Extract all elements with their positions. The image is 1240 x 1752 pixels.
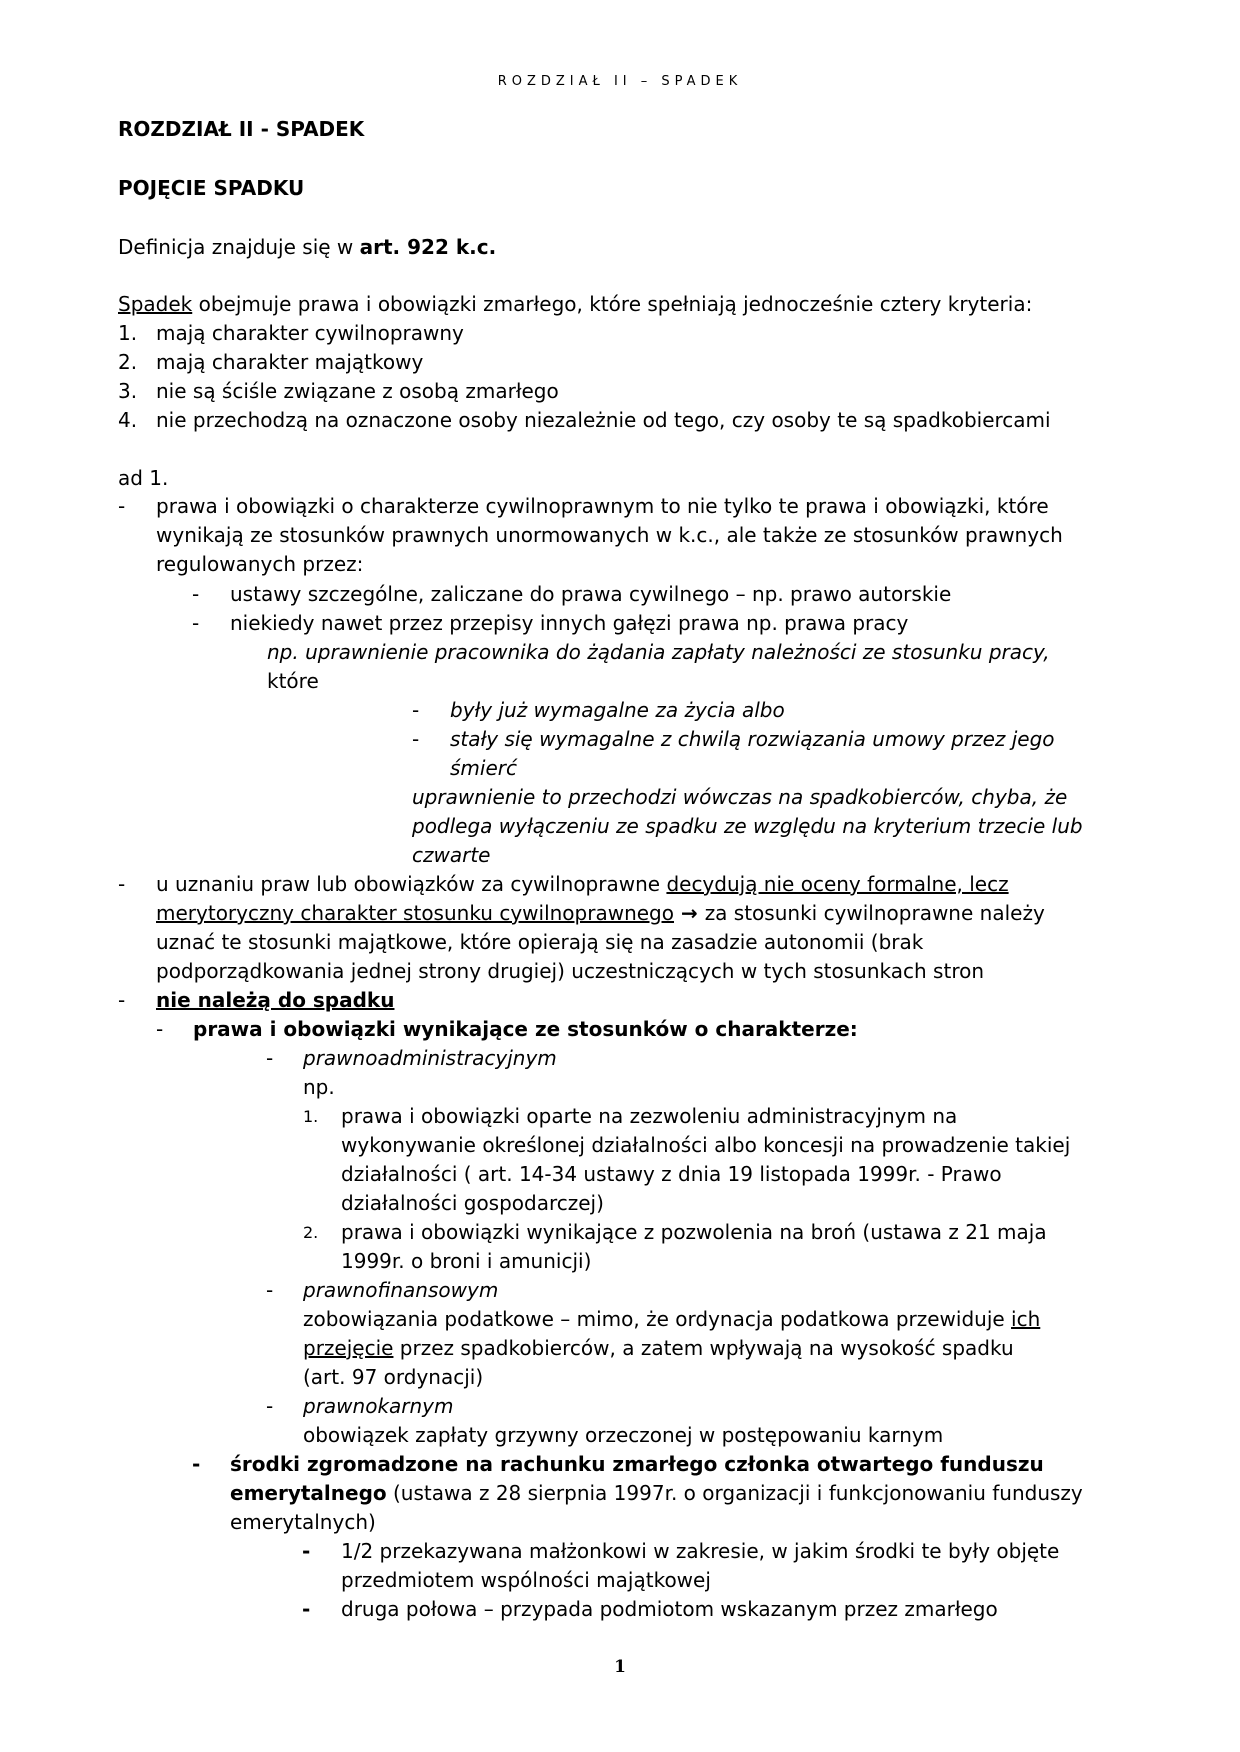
result-line: podlega wyłączeniu ze spadku ze względu na kryterium trzecie lub [412, 814, 1083, 838]
p1-subitem: ustawy szczególne, zaliczane do prawa cywilnego – np. prawo autorskie [230, 582, 952, 606]
dash-bullet: - [118, 872, 126, 896]
ofe-subitem: druga połowa – przypada podmiotom wskazanym przez zmarłego [341, 1597, 998, 1621]
p2-line: podporządkowania jednej strony drugiej) uczestniczących w tych stosunkach stron [156, 959, 985, 983]
excluded-subheading: prawa i obowiązki wynikające ze stosunków o charakterze: [193, 1017, 858, 1041]
fin-underlined: przejęcie [303, 1336, 394, 1360]
ofe-line: emerytalnych) [230, 1510, 376, 1534]
fin-line [303, 1334, 1014, 1363]
example-line: np. uprawnienie pracownika do żądania zapłaty należności ze stosunku pracy, [267, 640, 1050, 664]
dash-bullet: - [302, 1539, 311, 1563]
criteria-num: 4. [118, 408, 138, 432]
fin-line [303, 1305, 1040, 1334]
definition-line [118, 233, 496, 262]
fin-underlined: ich [1011, 1307, 1041, 1331]
chapter-title: ROZDZIAŁ II - SPADEK [118, 117, 365, 141]
intro-rest: obejmuje prawa i obowiązki zmarłego, które spełniają jednocześnie cztery kryteria: [192, 292, 1033, 316]
p2-text: u uznaniu praw lub obowiązków za cywilnoprawne [156, 872, 667, 896]
dash-bullet: - [192, 611, 200, 635]
np-label: np. [303, 1075, 335, 1099]
result-line: czwarte [412, 843, 491, 867]
ofe-subitem: 1/2 przekazywana małżonkowi w zakresie, w jakim środki te były objęte [341, 1539, 1060, 1563]
fin-text: zobowiązania podatkowe – mimo, że ordynacja podatkowa przewiduje [303, 1307, 1012, 1331]
dash-bullet: - [156, 1017, 164, 1041]
p1-line: regulowanych przez: [156, 552, 364, 576]
category-label: prawnoadministracyjnym [303, 1046, 557, 1070]
criteria-item: mają charakter majątkowy [156, 350, 424, 374]
dash-bullet: - [192, 582, 200, 606]
p2-line [156, 870, 1009, 899]
admin-item: prawa i obowiązki oparte na zezwoleniu administracyjnym na [341, 1104, 958, 1128]
term-spadek: Spadek [118, 292, 193, 316]
dash-bullet: - [412, 727, 420, 751]
p2-line [156, 899, 1045, 928]
p2-line: uznać te stosunki majątkowe, które opierają się na zasadzie autonomii (brak [156, 930, 924, 954]
karn-line: obowiązek zapłaty grzywny orzeczonej w postępowaniu karnym [303, 1423, 944, 1447]
p2-underlined: merytoryczny charakter stosunku cywilnoprawnego [156, 901, 674, 925]
admin-item: prawa i obowiązki wynikające z pozwolenia na broń (ustawa z 21 maja [341, 1220, 1047, 1244]
ofe-line: środki zgromadzone na rachunku zmarłego członka otwartego funduszu [230, 1452, 1044, 1476]
result-line: uprawnienie to przechodzi wówczas na spadkobierców, chyba, że [412, 785, 1068, 809]
admin-item: działalności gospodarczej) [341, 1191, 604, 1215]
definition-text: Definicja znajduje się w [118, 235, 360, 259]
criteria-num: 3. [118, 379, 138, 403]
fin-line: (art. 97 ordynacji) [303, 1365, 484, 1389]
p2-underlined: decydują nie oceny formalne, lecz [666, 872, 1009, 896]
p1-line: wynikają ze stosunków prawnych unormowanych w k.c., ale także ze stosunków prawnych [156, 523, 1063, 547]
condition-item: stały się wymagalne z chwilą rozwiązania umowy przez jego [450, 727, 1055, 751]
category-label: prawnokarnym [303, 1394, 454, 1418]
dash-bullet: - [118, 988, 126, 1012]
fin-text: przez spadkobierców, a zatem wpływają na wysokość spadku [393, 1336, 1014, 1360]
page-number: 1 [614, 1657, 626, 1677]
admin-item: wykonywanie określonej działalności albo koncesji na prowadzenie takiej [341, 1133, 1071, 1157]
dash-bullet: - [412, 698, 420, 722]
intro-line [118, 290, 1032, 319]
criteria-item: mają charakter cywilnoprawny [156, 321, 464, 345]
dash-bullet: - [266, 1278, 274, 1302]
excluded-heading: nie należą do spadku [156, 988, 395, 1012]
dash-bullet: - [192, 1452, 201, 1476]
ofe-line [230, 1479, 1083, 1508]
running-header: ROZDZIAŁ II – SPADEK [497, 74, 743, 89]
criteria-num: 2. [118, 350, 138, 374]
dash-bullet: - [302, 1597, 311, 1621]
list-num: 1. [303, 1107, 319, 1126]
ofe-bold: emerytalnego [230, 1481, 387, 1505]
example-line: które [267, 669, 319, 693]
dash-bullet: - [266, 1394, 274, 1418]
ad-label: ad 1. [118, 466, 169, 490]
condition-item: były już wymagalne za życia albo [450, 698, 785, 722]
ofe-text: (ustawa z 28 sierpnia 1997r. o organizacji i funkcjonowaniu funduszy [386, 1481, 1083, 1505]
dash-bullet: - [118, 494, 126, 518]
admin-item: działalności ( art. 14-34 ustawy z dnia 19 listopada 1999r. - Prawo [341, 1162, 1002, 1186]
condition-item: śmierć [450, 756, 517, 780]
p1-line: prawa i obowiązki o charakterze cywilnoprawnym to nie tylko te prawa i obowiązki, które [156, 494, 1049, 518]
list-num: 2. [303, 1223, 319, 1242]
criteria-item: nie przechodzą na oznaczone osoby niezależnie od tego, czy osoby te są spadkobiercami [156, 408, 1051, 432]
arrow-symbol: → [674, 901, 705, 925]
admin-item: 1999r. o broni i amunicji) [341, 1249, 592, 1273]
p1-subitem: niekiedy nawet przez przepisy innych gałęzi prawa np. prawa pracy [230, 611, 909, 635]
section-title: POJĘCIE SPADKU [118, 176, 305, 200]
p2-text: za stosunki cywilnoprawne należy [704, 901, 1045, 925]
criteria-num: 1. [118, 321, 138, 345]
ofe-subitem: przedmiotem wspólności majątkowej [341, 1568, 711, 1592]
dash-bullet: - [266, 1046, 274, 1070]
definition-ref: art. 922 k.c. [359, 235, 497, 259]
criteria-item: nie są ściśle związane z osobą zmarłego [156, 379, 559, 403]
category-label: prawnofinansowym [303, 1278, 499, 1302]
